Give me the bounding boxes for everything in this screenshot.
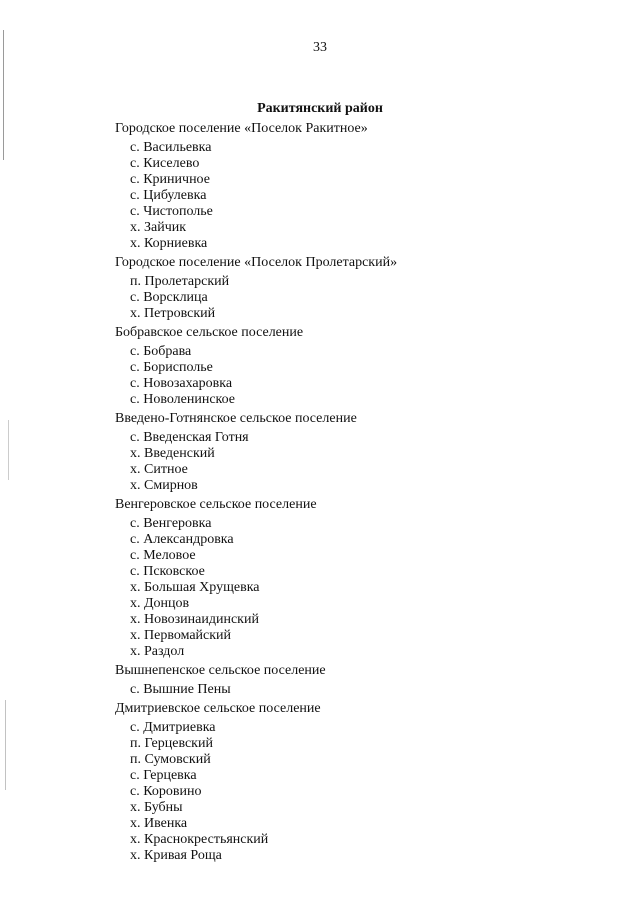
settlement-block [115,497,615,660]
scan-edge-mark [8,420,9,480]
village-item: с. Псковское [130,564,205,579]
village-item: с. Борисполье [130,360,213,375]
village-item: х. Петровский [130,306,216,321]
village-item: с. Чистополье [130,204,213,219]
village-item: х. Большая Хрущевка [130,580,260,595]
village-item: с. Ворсклица [130,290,208,305]
village-item: с. Введенская Готня [130,430,249,445]
village-item: х. Ситное [130,462,188,477]
settlement-name: Дмитриевское сельское поселение [115,701,321,716]
village-item: с. Цибулевка [130,188,207,203]
settlement-name: Бобравское сельское поселение [115,325,304,340]
settlement-block [115,411,615,494]
village-item: х. Смирнов [130,478,198,493]
settlement-list [115,121,615,867]
village-item: с. Коровино [130,784,202,799]
village-item: с. Криничное [130,172,210,187]
settlement-name: Городское поселение «Поселок Пролетарский» [115,255,398,270]
village-item: х. Краснокрестьянский [130,832,269,847]
village-item: х. Новозинаидинский [130,612,259,627]
settlement-block [115,325,615,408]
settlement-block [115,663,615,698]
village-item: х. Раздол [130,644,185,659]
village-item: х. Зайчик [130,220,187,235]
village-item: х. Первомайский [130,628,232,643]
village-item: с. Киселево [130,156,200,171]
village-item: х. Бубны [130,800,183,815]
village-item: с. Александровка [130,532,234,547]
village-item: п. Сумовский [130,752,211,767]
scan-edge-mark [5,700,6,790]
settlement-name: Венгеровское сельское поселение [115,497,317,512]
village-item: с. Вышние Пены [130,682,231,697]
village-item: с. Герцевка [130,768,197,783]
village-item: с. Бобрава [130,344,192,359]
village-item: х. Донцов [130,596,190,611]
village-item: с. Меловое [130,548,196,563]
village-item: п. Герцевский [130,736,213,751]
village-item: с. Васильевка [130,140,212,155]
village-item: п. Пролетарский [130,274,230,289]
village-item: с. Венгеровка [130,516,212,531]
village-item: х. Корниевка [130,236,208,251]
settlement-name: Введено-Готнянское сельское поселение [115,411,357,426]
village-item: с. Дмитриевка [130,720,216,735]
settlement-name: Вышнепенское сельское поселение [115,663,326,678]
settlement-name: Городское поселение «Поселок Ракитное» [115,121,368,136]
settlement-block [115,121,615,252]
settlement-block [115,701,615,864]
village-item: х. Кривая Роща [130,848,222,863]
village-item: х. Ивенка [130,816,188,831]
district-title: Ракитянский район [257,101,383,116]
village-item: с. Новоленинское [130,392,236,407]
settlement-block [115,255,615,322]
village-item: х. Введенский [130,446,215,461]
page-number: 33 [313,40,327,55]
village-item: с. Новозахаровка [130,376,233,391]
